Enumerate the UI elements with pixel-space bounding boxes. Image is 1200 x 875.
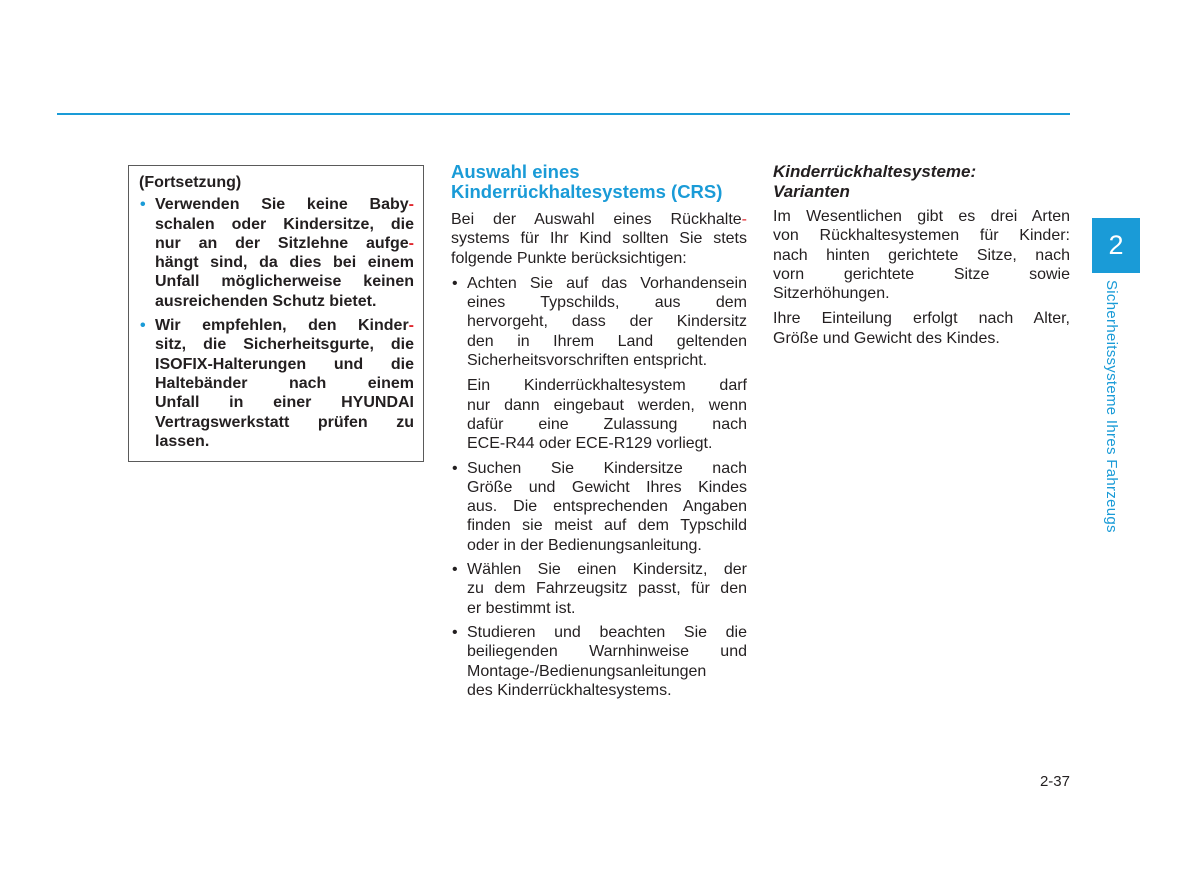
bullet-icon: •	[452, 561, 458, 579]
list-item-note: Ein Kinderrückhaltesystem darf nur dann eingebaut werden, wenn dafür eine Zulassung nach ECE-R44 oder ECE-R129 vorliegt.	[467, 377, 747, 453]
warning-item	[139, 316, 414, 451]
text-line: Wir empfehlen, den Kinder-	[155, 317, 414, 335]
bullet-icon: •	[452, 623, 458, 641]
list-item: • Wählen Sie einen Kindersitz, der zu dem Fahrzeugsitz passt, für den er bestimmt ist.	[452, 561, 747, 617]
continued-label: (Fortsetzung)	[139, 174, 242, 191]
warning-item	[139, 195, 414, 311]
text-line: Unfall möglicherweise keinen	[155, 273, 414, 291]
text-line: Unfall in einer HYUNDAI	[155, 394, 414, 412]
bullet-icon: •	[140, 317, 146, 335]
text-line: schalen oder Kindersitze, die	[155, 215, 414, 233]
bullet-icon: •	[452, 274, 458, 292]
guideline-list	[451, 274, 747, 700]
warning-box	[128, 165, 424, 462]
text-line: sitz, die Sicherheitsgurte, die	[155, 336, 414, 354]
page-number: 2-37	[1039, 773, 1070, 790]
text-line: lassen.	[155, 432, 210, 450]
text-line: Verwenden Sie keine Baby-	[155, 196, 414, 214]
top-rule	[57, 113, 1070, 115]
bullet-icon: •	[452, 459, 458, 477]
section-heading: Auswahl eines Kinderrückhaltesystems (CRS)	[451, 161, 723, 202]
list-item: • Suchen Sie Kindersitze nach Größe und Gewicht Ihres Kindes aus. Die entsprechenden Angaben finden sie meist auf dem Typschild oder in der Bedienungsanleitung.	[452, 459, 747, 554]
text-line: hängt sind, da dies bei einem	[155, 254, 414, 272]
intro-paragraph: Bei der Auswahl eines Rückhalte- systems für Ihr Kind sollten Sie stets folgende Punkte berücksichtigen:	[451, 211, 747, 267]
text-line: nur an der Sitzlehne aufge-	[155, 234, 414, 252]
right-column	[773, 162, 1070, 354]
text-line: ISOFIX-Halterungen und die	[155, 355, 414, 373]
text-line: Vertragswerkstatt prüfen zu	[155, 413, 414, 431]
chapter-title: Sicherheitssysteme Ihres Fahrzeugs	[1103, 280, 1120, 533]
chapter-number-tab: 2	[1092, 218, 1140, 273]
subsection-heading: Kinderrückhaltesysteme: Varianten	[773, 162, 977, 201]
list-item: • Studieren und beachten Sie die beiliegenden Warnhinweise und Montage-/Bedienungsanleitungen des Kinderrückhaltesystems.	[452, 623, 747, 699]
paragraph: Ihre Einteilung erfolgt nach Alter, Größe und Gewicht des Kindes.	[773, 310, 1070, 347]
list-item: • Achten Sie auf das Vorhandensein eines Typschilds, aus dem hervorgeht, dass der Kindersitz den in Ihrem Land geltenden Sicherheitsvorschriften entspricht. Ein Kinderrückhaltesystem darf nur dann eingebaut werden, wenn dafür eine Zulassung nach ECE-R44 oder ECE-R129 vorliegt.	[452, 274, 747, 453]
warning-list	[139, 195, 414, 451]
paragraph: Im Wesentlichen gibt es drei Arten von Rückhaltesystemen für Kinder: nach hinten gerichtete Sitze, nach vorn gerichtete Sitze sowie Sitzerhöhungen.	[773, 208, 1070, 303]
bullet-icon: •	[140, 196, 146, 214]
middle-column	[451, 162, 747, 705]
text-line: Haltebänder nach einem	[155, 374, 414, 392]
text-line: ausreichenden Schutz bietet.	[155, 292, 377, 310]
